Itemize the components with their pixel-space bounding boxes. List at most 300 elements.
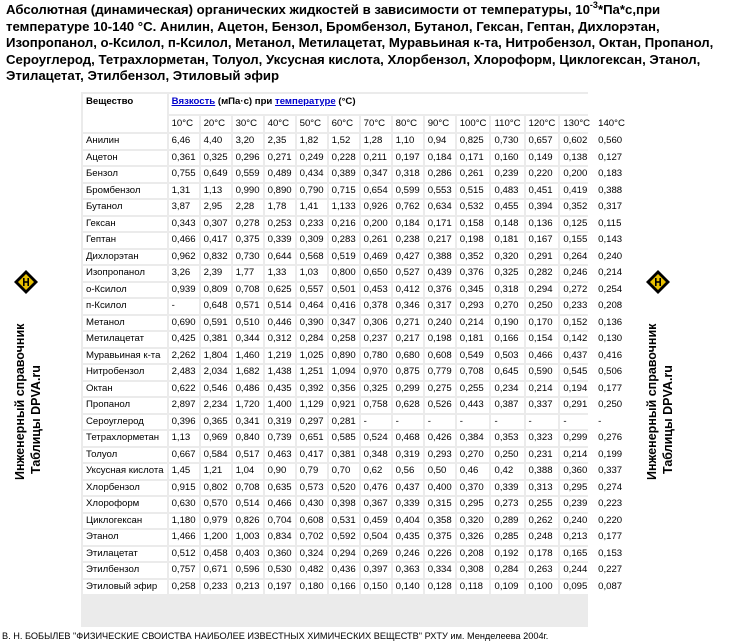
viscosity-value-cell: 0,483 [491, 184, 523, 199]
viscosity-value-cell: 0,802 [201, 481, 231, 496]
viscosity-value-cell: 1,33 [265, 266, 295, 281]
viscosity-value-cell: 0,152 [560, 316, 593, 331]
temperature-header-cell: 90°C [425, 116, 455, 132]
viscosity-value-cell: 0,466 [265, 497, 295, 512]
viscosity-value-cell: 1,682 [233, 365, 263, 380]
viscosity-value-cell: 0,323 [526, 431, 559, 446]
viscosity-value-cell: 0,337 [526, 398, 559, 413]
viscosity-value-cell: 0,271 [265, 151, 295, 166]
temperature-link[interactable]: температуре [275, 96, 336, 107]
viscosity-value-cell: 0,381 [201, 332, 231, 347]
viscosity-value-cell: 0,657 [526, 134, 559, 149]
viscosity-value-cell: 0,527 [393, 266, 423, 281]
title-suffix: *Па*с,при температуре 10-140 °С. Анилин, Ацетон, Бензол, Бромбензол, Бутанол, Гексан, Гептан, Дихлорэтан, Изопропанол, о-Ксилол, п-Ксилол, Метанол, Метилацетат, Муравьиная к-та, Нитробензол, Октан, Пропанол, Сероуглерод, Тетрахлорметан, Толуол, Уксусная кислота, Хлорбензол, Хлороформ, Циклогексан, Этанол, Этилацетат, Этилбензол, Этиловый эфир [6, 2, 714, 83]
viscosity-value-cell: 0,293 [425, 448, 455, 463]
viscosity-value-cell: 0,177 [595, 530, 628, 545]
substance-name-cell: Ацетон [83, 151, 167, 166]
viscosity-value-cell: 0,239 [491, 167, 523, 182]
viscosity-value-cell: 1,133 [329, 200, 359, 215]
viscosity-value-cell: 0,118 [457, 580, 490, 595]
viscosity-value-cell: 0,397 [361, 563, 391, 578]
viscosity-value-cell: 0,649 [201, 167, 231, 182]
viscosity-value-cell: 1,77 [233, 266, 263, 281]
viscosity-value-cell: 0,780 [361, 349, 391, 364]
viscosity-value-cell: 2,234 [201, 398, 231, 413]
viscosity-value-cell: 0,296 [233, 151, 263, 166]
viscosity-value-cell: 0,125 [560, 217, 593, 232]
viscosity-value-cell: 0,584 [201, 448, 231, 463]
viscosity-value-cell: 0,532 [457, 200, 490, 215]
viscosity-value-cell: 0,100 [526, 580, 559, 595]
viscosity-value-cell: - [361, 415, 391, 430]
viscosity-value-cell: 0,708 [457, 365, 490, 380]
viscosity-value-cell: 0,398 [329, 497, 359, 512]
viscosity-value-cell: 0,344 [233, 332, 263, 347]
table-row [83, 233, 628, 248]
viscosity-value-cell: 0,194 [560, 382, 593, 397]
viscosity-value-cell: 0,197 [393, 151, 423, 166]
viscosity-value-cell: 0,394 [526, 200, 559, 215]
viscosity-value-cell: 0,318 [491, 283, 523, 298]
viscosity-value-cell: 0,504 [361, 530, 391, 545]
viscosity-value-cell: 0,167 [526, 233, 559, 248]
viscosity-value-cell: 0,231 [526, 448, 559, 463]
viscosity-value-cell: 0,325 [491, 266, 523, 281]
viscosity-value-cell: 0,42 [491, 464, 523, 479]
temperature-header-cell: 130°C [560, 116, 593, 132]
viscosity-value-cell: 0,417 [201, 233, 231, 248]
viscosity-value-cell: 0,261 [361, 233, 391, 248]
viscosity-value-cell: 0,375 [425, 530, 455, 545]
table-row [83, 547, 628, 562]
viscosity-value-cell: 0,293 [457, 299, 490, 314]
side-label-line1: Инженерный справочник [645, 323, 659, 480]
viscosity-value-cell: 1,13 [201, 184, 231, 199]
title-prefix: Абсолютная (динамическая) органических жидкостей в зависимости от температуры, 10 [6, 2, 590, 17]
viscosity-value-cell: 0,240 [595, 250, 628, 265]
viscosity-value-cell: 0,324 [297, 547, 327, 562]
side-vertical-text [640, 304, 688, 480]
viscosity-value-cell: 0,560 [595, 134, 628, 149]
viscosity-value-cell: 0,181 [457, 332, 490, 347]
viscosity-value-cell: 0,365 [201, 415, 231, 430]
viscosity-link[interactable]: Вязкость [171, 96, 216, 107]
viscosity-value-cell: 0,347 [361, 167, 391, 182]
viscosity-value-cell: 0,130 [595, 332, 628, 347]
viscosity-value-cell: 0,90 [265, 464, 295, 479]
viscosity-value-cell: 0,489 [265, 167, 295, 182]
viscosity-value-cell: 0,757 [169, 563, 199, 578]
viscosity-value-cell: 0,171 [457, 151, 490, 166]
viscosity-value-cell: 0,255 [526, 497, 559, 512]
table-row [83, 217, 628, 232]
viscosity-value-cell: 0,367 [361, 497, 391, 512]
table-row [83, 448, 628, 463]
viscosity-value-cell: 0,832 [201, 250, 231, 265]
viscosity-value-cell: 0,388 [526, 464, 559, 479]
viscosity-value-cell: 0,412 [393, 283, 423, 298]
table-row [83, 316, 628, 331]
viscosity-value-cell: 0,284 [297, 332, 327, 347]
viscosity-value-cell: 2,28 [233, 200, 263, 215]
viscosity-value-cell: 0,254 [595, 283, 628, 298]
substance-name-cell: о-Ксилол [83, 283, 167, 298]
viscosity-value-cell: 0,253 [265, 217, 295, 232]
table-row [83, 481, 628, 496]
viscosity-value-cell: 0,264 [560, 250, 593, 265]
viscosity-value-cell: 0,339 [491, 481, 523, 496]
viscosity-value-cell: 0,217 [425, 233, 455, 248]
viscosity-value-cell: 0,238 [393, 233, 423, 248]
substance-name-cell: Этилацетат [83, 547, 167, 562]
viscosity-value-cell: 0,510 [233, 316, 263, 331]
viscosity-value-cell: 0,970 [361, 365, 391, 380]
viscosity-value-cell: 0,255 [457, 382, 490, 397]
viscosity-value-cell: 0,592 [329, 530, 359, 545]
viscosity-value-cell: 0,387 [491, 398, 523, 413]
viscosity-value-cell: 2,39 [201, 266, 231, 281]
viscosity-value-cell: 0,353 [491, 431, 523, 446]
viscosity-value-cell: 0,388 [425, 250, 455, 265]
viscosity-value-cell: 0,94 [425, 134, 455, 149]
viscosity-value-cell: 0,482 [297, 563, 327, 578]
viscosity-value-cell: 0,115 [595, 217, 628, 232]
viscosity-value-cell: 1,438 [265, 365, 295, 380]
viscosity-value-cell: 0,240 [425, 316, 455, 331]
viscosity-value-cell: 0,261 [457, 167, 490, 182]
viscosity-value-cell: 0,651 [297, 431, 327, 446]
table-row [83, 134, 628, 149]
viscosity-value-cell: 0,295 [457, 497, 490, 512]
viscosity-value-cell: 0,250 [526, 299, 559, 314]
substance-name-cell: Анилин [83, 134, 167, 149]
viscosity-value-cell: 0,155 [560, 233, 593, 248]
viscosity-value-cell: 0,437 [560, 349, 593, 364]
viscosity-value-cell: 0,154 [526, 332, 559, 347]
temperature-header-cell: 140°C [595, 116, 628, 132]
viscosity-value-cell: 0,192 [491, 547, 523, 562]
viscosity-value-cell: 0,375 [233, 233, 263, 248]
temperature-header-cell: 110°C [491, 116, 523, 132]
viscosity-value-cell: 2,897 [169, 398, 199, 413]
viscosity-value-cell: 0,208 [595, 299, 628, 314]
viscosity-value-cell: 0,234 [491, 382, 523, 397]
viscosity-value-cell: 1,219 [265, 349, 295, 364]
viscosity-value-cell: 0,217 [393, 332, 423, 347]
temperature-header-cell: 30°C [233, 116, 263, 132]
viscosity-value-cell: 0,214 [526, 382, 559, 397]
viscosity-value-cell: 1,180 [169, 514, 199, 529]
table-row [83, 349, 628, 364]
viscosity-value-cell: 0,299 [393, 382, 423, 397]
substance-column-header: Вещество [83, 94, 167, 132]
viscosity-value-cell: 0,180 [297, 580, 327, 595]
viscosity-value-cell: 0,390 [297, 316, 327, 331]
viscosity-value-cell: 0,352 [560, 200, 593, 215]
viscosity-value-cell: 0,921 [329, 398, 359, 413]
viscosity-value-cell: 0,602 [560, 134, 593, 149]
viscosity-value-cell: 1,460 [233, 349, 263, 364]
viscosity-value-cell: 2,35 [265, 134, 295, 149]
viscosity-value-cell: 0,250 [595, 398, 628, 413]
viscosity-value-cell: 0,153 [595, 547, 628, 562]
viscosity-header [169, 94, 628, 114]
viscosity-value-cell: - [169, 299, 199, 314]
viscosity-value-cell: 0,166 [491, 332, 523, 347]
viscosity-value-cell: 0,680 [393, 349, 423, 364]
viscosity-value-cell: 0,318 [393, 167, 423, 182]
viscosity-value-cell: 0,178 [526, 547, 559, 562]
viscosity-value-cell: 0,503 [491, 349, 523, 364]
viscosity-value-cell: 0,570 [201, 497, 231, 512]
viscosity-value-cell: 0,199 [595, 448, 628, 463]
viscosity-value-cell: 0,228 [329, 151, 359, 166]
viscosity-value-cell: 0,309 [297, 233, 327, 248]
viscosity-value-cell: 0,403 [233, 547, 263, 562]
viscosity-value-cell: 1,21 [201, 464, 231, 479]
viscosity-value-cell: 0,334 [425, 563, 455, 578]
viscosity-value-cell: - [457, 415, 490, 430]
viscosity-value-cell: 0,170 [526, 316, 559, 331]
viscosity-value-cell: 3,26 [169, 266, 199, 281]
viscosity-value-cell: 0,515 [457, 184, 490, 199]
temperature-header-cell: 70°C [361, 116, 391, 132]
temperature-header-cell: 80°C [393, 116, 423, 132]
viscosity-value-cell: 0,790 [297, 184, 327, 199]
viscosity-value-cell: 0,531 [329, 514, 359, 529]
substance-name-cell: Хлороформ [83, 497, 167, 512]
viscosity-value-cell: 0,825 [457, 134, 490, 149]
viscosity-value-cell: 0,249 [297, 151, 327, 166]
viscosity-value-cell: 1,400 [265, 398, 295, 413]
viscosity-value-cell: 0,347 [329, 316, 359, 331]
viscosity-value-cell: 0,809 [201, 283, 231, 298]
table-row [83, 167, 628, 182]
table-row [83, 464, 628, 479]
viscosity-value-cell: 0,272 [560, 283, 593, 298]
viscosity-value-cell: 0,325 [201, 151, 231, 166]
viscosity-value-cell: 0,308 [457, 563, 490, 578]
viscosity-value-cell: 0,79 [297, 464, 327, 479]
viscosity-value-cell: 0,425 [169, 332, 199, 347]
viscosity-value-cell: 0,136 [526, 217, 559, 232]
table-row [83, 299, 628, 314]
viscosity-value-cell: 1,82 [297, 134, 327, 149]
viscosity-value-cell: 0,650 [361, 266, 391, 281]
viscosity-value-cell: 0,459 [361, 514, 391, 529]
side-label-left [8, 270, 56, 480]
viscosity-value-cell: 0,356 [329, 382, 359, 397]
viscosity-value-cell: 0,654 [361, 184, 391, 199]
viscosity-value-cell: 1,28 [361, 134, 391, 149]
viscosity-value-cell: 0,62 [361, 464, 391, 479]
units-label: (мПа·с) при [215, 96, 276, 107]
viscosity-value-cell: 0,289 [491, 514, 523, 529]
viscosity-value-cell: 1,200 [201, 530, 231, 545]
table-row [83, 283, 628, 298]
viscosity-value-cell: 0,962 [169, 250, 199, 265]
viscosity-value-cell: 0,463 [265, 448, 295, 463]
viscosity-value-cell: 0,690 [169, 316, 199, 331]
viscosity-value-cell: 0,458 [201, 547, 231, 562]
viscosity-value-cell: 0,284 [491, 563, 523, 578]
viscosity-value-cell: 0,271 [393, 316, 423, 331]
viscosity-value-cell: 0,319 [265, 415, 295, 430]
viscosity-value-cell: 0,739 [265, 431, 295, 446]
viscosity-value-cell: 0,608 [297, 514, 327, 529]
viscosity-value-cell: 0,590 [526, 365, 559, 380]
viscosity-value-cell: 0,258 [169, 580, 199, 595]
viscosity-value-cell: 0,520 [329, 481, 359, 496]
viscosity-value-cell: 0,200 [361, 217, 391, 232]
viscosity-value-cell: 0,339 [265, 233, 295, 248]
viscosity-value-cell: 0,197 [265, 580, 295, 595]
viscosity-value-cell: 0,315 [425, 497, 455, 512]
viscosity-value-cell: - [560, 415, 593, 430]
viscosity-value-cell: 0,295 [560, 481, 593, 496]
dpva-diamond-logo-icon [14, 270, 38, 294]
viscosity-value-cell: 0,585 [329, 431, 359, 446]
viscosity-value-cell: 0,708 [233, 481, 263, 496]
viscosity-value-cell: - [526, 415, 559, 430]
temperature-header-cell: 50°C [297, 116, 327, 132]
viscosity-value-cell: 0,826 [233, 514, 263, 529]
viscosity-value-cell: 0,644 [265, 250, 295, 265]
viscosity-value-cell: 0,591 [201, 316, 231, 331]
table-row [83, 151, 628, 166]
table-row [83, 332, 628, 347]
viscosity-value-cell: 0,834 [265, 530, 295, 545]
viscosity-value-cell: 0,628 [393, 398, 423, 413]
viscosity-value-cell: 0,568 [297, 250, 327, 265]
viscosity-value-cell: 0,559 [233, 167, 263, 182]
viscosity-value-cell: 0,214 [560, 448, 593, 463]
viscosity-value-cell: 0,464 [297, 299, 327, 314]
viscosity-value-cell: 0,545 [560, 365, 593, 380]
viscosity-value-cell: 0,339 [393, 497, 423, 512]
temperature-header-cell: 60°C [329, 116, 359, 132]
substance-name-cell: Толуол [83, 448, 167, 463]
viscosity-value-cell: 0,46 [457, 464, 490, 479]
viscosity-value-cell: 1,04 [233, 464, 263, 479]
viscosity-value-cell: 0,715 [329, 184, 359, 199]
viscosity-value-cell: 0,446 [265, 316, 295, 331]
viscosity-value-cell: 0,317 [425, 299, 455, 314]
viscosity-value-cell: 0,702 [297, 530, 327, 545]
viscosity-value-cell: 0,109 [491, 580, 523, 595]
viscosity-value-cell: 0,890 [329, 349, 359, 364]
viscosity-value-cell: 0,56 [393, 464, 423, 479]
viscosity-value-cell: 0,514 [233, 497, 263, 512]
viscosity-value-cell: 6,46 [169, 134, 199, 149]
viscosity-value-cell: 0,213 [560, 530, 593, 545]
substance-name-cell: Нитробензол [83, 365, 167, 380]
viscosity-value-cell: 0,758 [361, 398, 391, 413]
viscosity-value-cell: 0,453 [361, 283, 391, 298]
viscosity-value-cell: 0,70 [329, 464, 359, 479]
table-row [83, 200, 628, 215]
viscosity-value-cell: 1,804 [201, 349, 231, 364]
viscosity-value-cell: 0,625 [265, 283, 295, 298]
viscosity-value-cell: 0,512 [169, 547, 199, 562]
substance-name-cell: Уксусная кислота [83, 464, 167, 479]
viscosity-value-cell: 0,599 [393, 184, 423, 199]
table-row [83, 184, 628, 199]
viscosity-value-cell: 0,312 [265, 332, 295, 347]
viscosity-value-cell: 0,517 [233, 448, 263, 463]
substance-name-cell: Этанол [83, 530, 167, 545]
viscosity-value-cell: 0,779 [425, 365, 455, 380]
viscosity-value-cell: 2,262 [169, 349, 199, 364]
viscosity-value-cell: 0,396 [169, 415, 199, 430]
viscosity-value-cell: 0,451 [526, 184, 559, 199]
table-row [83, 431, 628, 446]
source-footer: В. Н. БОБЫЛЕВ "ФИЗИЧЕСКИЕ СВОИСТВА НАИБОЛЕЕ ИЗВЕСТНЫХ ХИМИЧЕСКИХ ВЕЩЕСТВ" РХТУ им. Менделеева 2004г. [2, 631, 549, 641]
viscosity-value-cell: 0,320 [457, 514, 490, 529]
viscosity-value-cell: 0,270 [491, 299, 523, 314]
viscosity-value-cell: 0,466 [526, 349, 559, 364]
viscosity-value-cell: 0,667 [169, 448, 199, 463]
viscosity-value-cell: 0,755 [169, 167, 199, 182]
viscosity-value-cell: 0,608 [425, 349, 455, 364]
viscosity-value-cell: 0,227 [595, 563, 628, 578]
viscosity-value-cell: 0,233 [201, 580, 231, 595]
substance-name-cell: Метилацетат [83, 332, 167, 347]
side-label-line2: Таблицы DPVA.ru [29, 365, 43, 474]
viscosity-value-cell: 0,294 [526, 283, 559, 298]
substance-name-cell: Этиловый эфир [83, 580, 167, 595]
viscosity-value-cell: 0,419 [560, 184, 593, 199]
substance-name-cell: Сероуглерод [83, 415, 167, 430]
viscosity-value-cell: 0,138 [560, 151, 593, 166]
temperature-header-cell: 40°C [265, 116, 295, 132]
viscosity-value-cell: 0,50 [425, 464, 455, 479]
page-title [6, 2, 731, 85]
viscosity-value-cell: 0,392 [297, 382, 327, 397]
viscosity-value-cell: 0,466 [169, 233, 199, 248]
viscosity-value-cell: 0,283 [329, 233, 359, 248]
viscosity-value-cell: 0,635 [265, 481, 295, 496]
viscosity-value-cell: 0,708 [233, 283, 263, 298]
viscosity-value-cell: 0,435 [393, 530, 423, 545]
viscosity-value-cell: - [595, 415, 628, 430]
viscosity-value-cell: 0,237 [361, 332, 391, 347]
viscosity-value-cell: 0,239 [560, 497, 593, 512]
viscosity-value-cell: 0,384 [457, 431, 490, 446]
viscosity-value-cell: 0,269 [361, 547, 391, 562]
viscosity-value-cell: 0,223 [595, 497, 628, 512]
viscosity-value-cell: 0,326 [457, 530, 490, 545]
viscosity-value-cell: 0,404 [393, 514, 423, 529]
viscosity-value-cell: 0,184 [425, 151, 455, 166]
viscosity-value-cell: 2,95 [201, 200, 231, 215]
viscosity-value-cell: 0,233 [560, 299, 593, 314]
viscosity-value-cell: 4,40 [201, 134, 231, 149]
viscosity-value-cell: 0,142 [560, 332, 593, 347]
viscosity-value-cell: 0,319 [393, 448, 423, 463]
viscosity-value-cell: 0,297 [297, 415, 327, 430]
viscosity-value-cell: 0,645 [491, 365, 523, 380]
table-row [83, 514, 628, 529]
viscosity-value-cell: 0,360 [560, 464, 593, 479]
viscosity-value-cell: 0,320 [491, 250, 523, 265]
viscosity-value-cell: 0,437 [393, 481, 423, 496]
viscosity-value-cell: 0,346 [393, 299, 423, 314]
substance-name-cell: Хлорбензол [83, 481, 167, 496]
table-row [83, 382, 628, 397]
viscosity-value-cell: 0,150 [361, 580, 391, 595]
side-label-line1: Инженерный справочник [13, 323, 27, 480]
